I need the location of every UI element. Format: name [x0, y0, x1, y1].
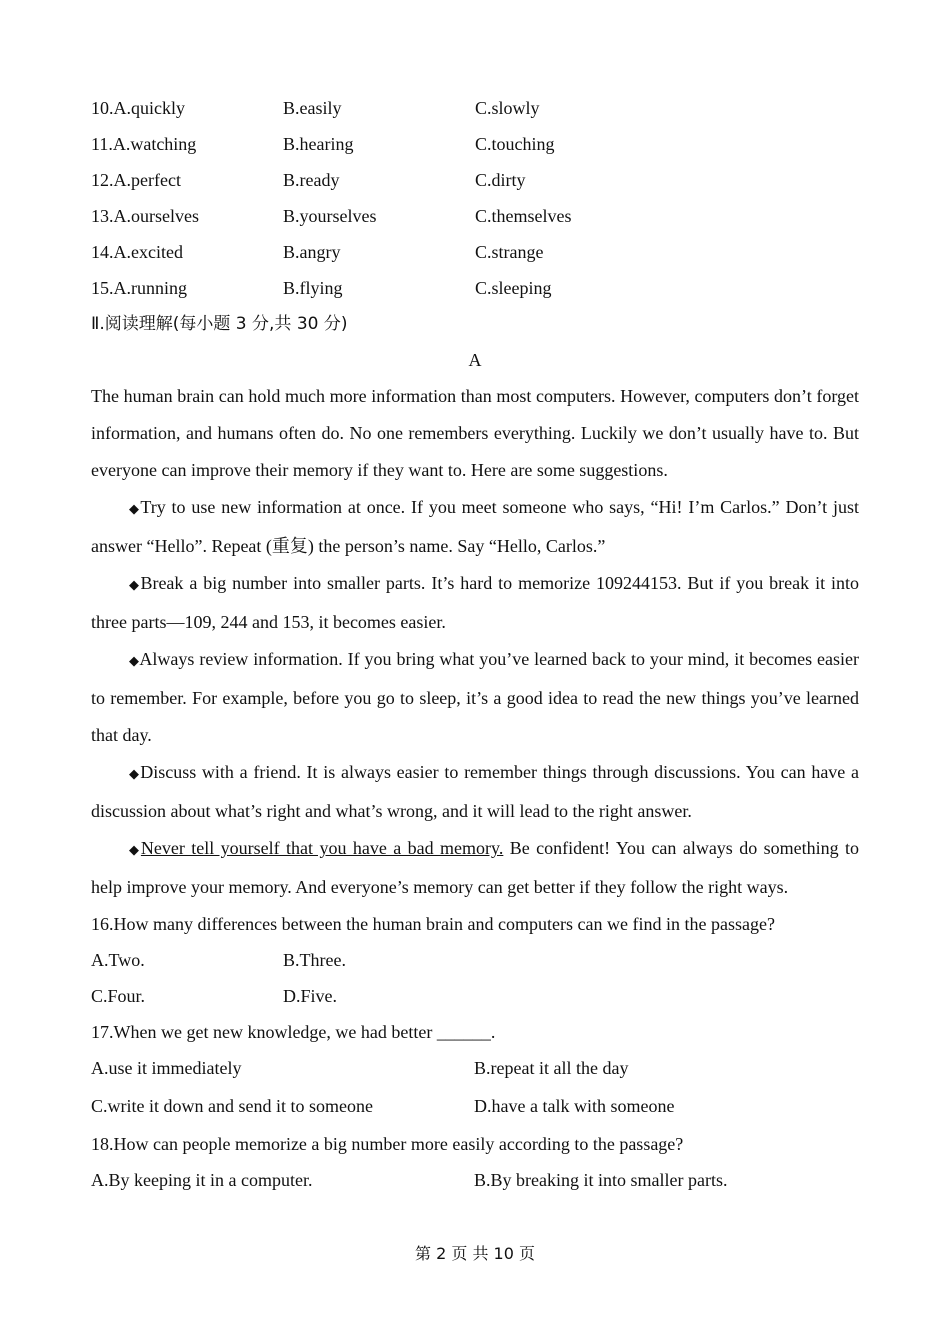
- passage-label: A: [468, 350, 482, 370]
- option-c: C.slowly: [475, 97, 540, 118]
- option-row: [91, 234, 859, 270]
- diamond-bullet-icon: ◆: [129, 767, 141, 782]
- diamond-bullet-icon: ◆: [129, 578, 141, 593]
- question-16-stem: 16.How many differences between the human brain and computers can we find in the passage?: [91, 914, 775, 934]
- option-row: [91, 270, 859, 306]
- answer-row: [91, 1050, 859, 1087]
- options-block: [91, 90, 859, 306]
- answer-row: [91, 942, 859, 978]
- option-b: B.angry: [283, 241, 341, 262]
- section-title: Ⅱ.阅读理解(每小题 3 分,共 30 分): [91, 314, 348, 334]
- option-b: B.ready: [283, 169, 340, 190]
- option-b: B.flying: [283, 277, 343, 298]
- answer-c: C.write it down and send it to someone: [91, 1096, 373, 1116]
- diamond-bullet-icon: ◆: [129, 502, 141, 517]
- option-a: 14.A.excited: [91, 241, 183, 262]
- answer-b: B.Three.: [283, 949, 346, 970]
- answer-c: C.Four.: [91, 985, 146, 1006]
- option-b: B.hearing: [283, 133, 354, 154]
- passage-intro: The human brain can hold much more information than most computers. However, computers don’t forget information, and humans often do. No one remembers everything. Luckily we don’t usually have to. But everyone can improve their memory if they want to. Here are some suggestions.: [91, 386, 859, 480]
- option-a: 13.A.ourselves: [91, 205, 199, 226]
- option-row: [91, 162, 859, 198]
- answer-a: A.By keeping it in a computer.: [91, 1169, 313, 1190]
- tip-text: Break a big number into smaller parts. It’s hard to memorize 109244153. But if you break it into three parts—109, 244 and 153, it becomes easier.: [91, 573, 860, 632]
- answer-d: D.have a talk with someone: [474, 1096, 675, 1116]
- answer-row: [91, 978, 859, 1014]
- tip-text: Discuss with a friend. It is always easier to remember things through discussions. You can have a discussion about what’s right and what’s wrong, and it will lead to the right answer.: [91, 762, 860, 821]
- option-a: 11.A.watching: [91, 133, 197, 154]
- option-a: 10.A.quickly: [91, 97, 185, 118]
- page-number: 第 2 页 共 10 页: [415, 1244, 535, 1263]
- option-c: C.strange: [475, 241, 544, 262]
- option-c: C.dirty: [475, 169, 526, 190]
- answer-a: A.Two.: [91, 949, 145, 970]
- answer-b: B.By breaking it into smaller parts.: [474, 1169, 728, 1190]
- answer-row: [91, 1087, 859, 1126]
- option-row: [91, 198, 859, 234]
- option-c: C.touching: [475, 133, 555, 154]
- underlined-sentence: Never tell yourself that you have a bad memory.: [140, 838, 504, 858]
- answer-b: B.repeat it all the day: [474, 1058, 629, 1078]
- option-row: [91, 126, 859, 162]
- tip-text: Always review information. If you bring what you’ve learned back to your mind, it becomes easier to remember. For example, before you go to sleep, it’s a good idea to read the new things you’ve learned that day.: [91, 649, 859, 745]
- option-b: B.easily: [283, 97, 342, 118]
- option-a: 15.A.running: [91, 277, 187, 298]
- option-a: 12.A.perfect: [91, 169, 181, 190]
- answer-d: D.Five.: [283, 985, 337, 1006]
- option-b: B.yourselves: [283, 205, 377, 226]
- option-row: [91, 90, 859, 126]
- tip-paragraph: [91, 489, 859, 565]
- answer-row: [91, 1162, 859, 1198]
- diamond-bullet-icon: ◆: [129, 843, 141, 858]
- tip-text: Be confident! You can always do something to help improve your memory. And everyone’s memory can get better if they follow the right ways.: [91, 838, 860, 897]
- tip-paragraph: [91, 754, 859, 830]
- tip-text: Try to use new information at once. If you meet someone who says, “Hi! I’m Carlos.” Don’t just answer “Hello”. Repeat (重复) the person’s name. Say “Hello, Carlos.”: [91, 497, 860, 556]
- option-c: C.sleeping: [475, 277, 552, 298]
- tip-paragraph: [91, 641, 859, 754]
- document-page: [91, 90, 859, 1198]
- question-17-stem: 17.When we get new knowledge, we had better ______.: [91, 1022, 496, 1042]
- option-c: C.themselves: [475, 205, 572, 226]
- diamond-bullet-icon: ◆: [129, 654, 140, 669]
- answer-a: A.use it immediately: [91, 1058, 242, 1078]
- tip-paragraph: [91, 565, 859, 641]
- question-18-stem: 18.How can people memorize a big number more easily according to the passage?: [91, 1134, 684, 1154]
- tip-paragraph: [91, 830, 859, 906]
